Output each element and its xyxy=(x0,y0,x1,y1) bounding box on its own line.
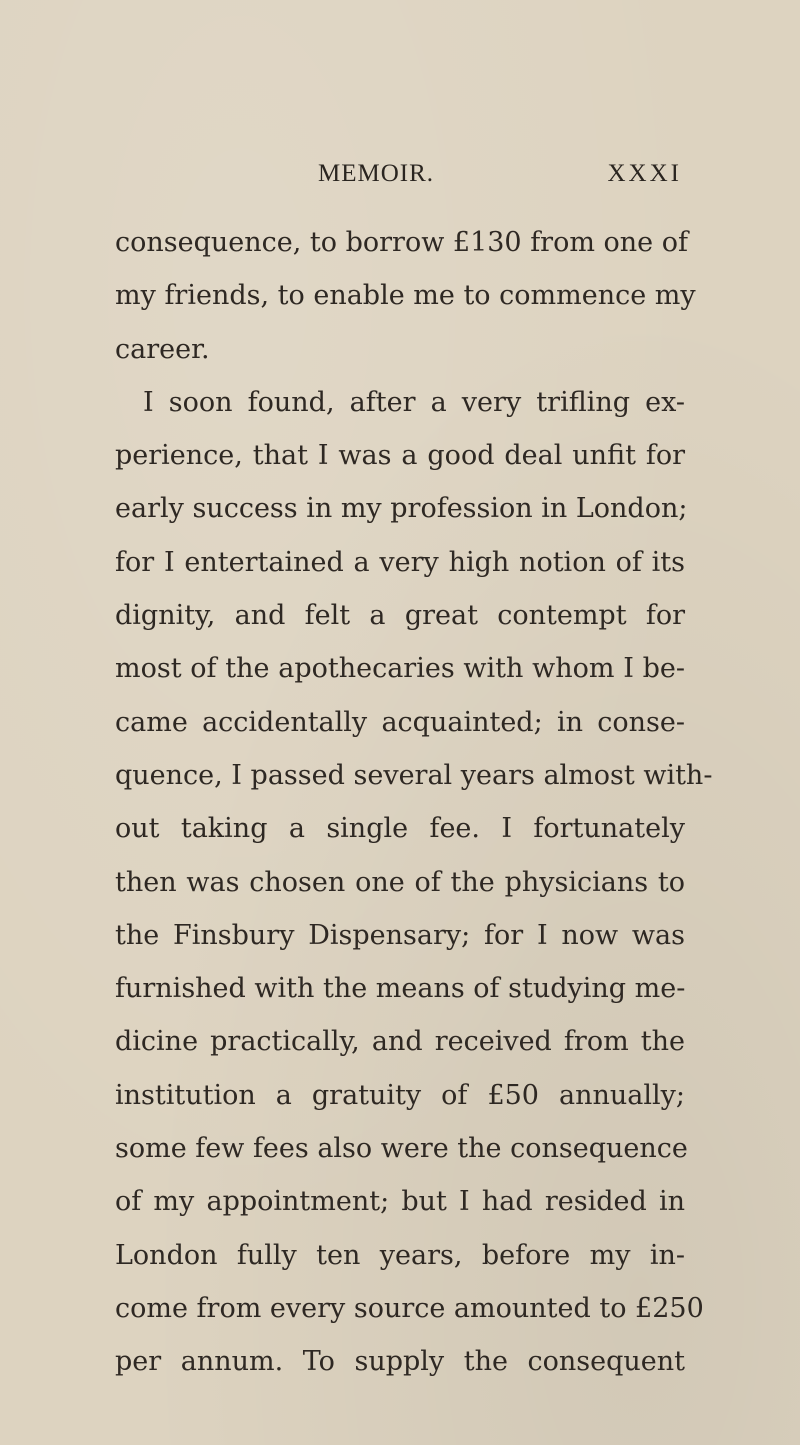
text-line: dicine practically, and received from the xyxy=(115,1026,685,1058)
text-line: most of the apothecaries with whom I be- xyxy=(115,653,685,685)
text-line: my friends, to enable me to commence my xyxy=(115,280,696,312)
text-line: institution a gratuity of £50 annually; xyxy=(115,1079,685,1111)
text-line: for I entertained a very high notion of its xyxy=(115,546,685,578)
text-line: some few fees also were the consequence xyxy=(115,1133,688,1165)
text-line: dignity, and felt a great contempt for xyxy=(115,600,685,632)
text-line: the Finsbury Dispensary; for I now was xyxy=(115,919,685,951)
text-line: I soon found, after a very trifling ex- xyxy=(143,386,685,418)
text-line: early success in my profession in London; xyxy=(115,493,688,525)
running-head xyxy=(0,160,800,194)
text-line: furnished with the means of studying me- xyxy=(115,973,686,1005)
text-line: per annum. To supply the consequent xyxy=(115,1346,685,1378)
text-line: London fully ten years, before my in- xyxy=(115,1239,685,1271)
text-line: come from every source amounted to £250 xyxy=(115,1292,704,1324)
body-text xyxy=(115,216,713,1389)
text-line: then was chosen one of the physicians to xyxy=(115,866,685,898)
page-number: XXXI xyxy=(607,160,682,187)
text-line: consequence, to borrow £130 from one of xyxy=(115,227,688,258)
text-line: perience, that I was a good deal unfit for xyxy=(115,440,685,472)
text-line: came accidentally acquainted; in conse- xyxy=(115,706,685,738)
text-line: out taking a single fee. I fortunately xyxy=(115,813,685,845)
text-line: of my appointment; but I had resided in xyxy=(115,1186,685,1218)
running-title: MEMOIR. xyxy=(318,160,435,187)
text-line: career. xyxy=(115,333,210,365)
text-line: quence, I passed several years almost with- xyxy=(115,759,713,791)
